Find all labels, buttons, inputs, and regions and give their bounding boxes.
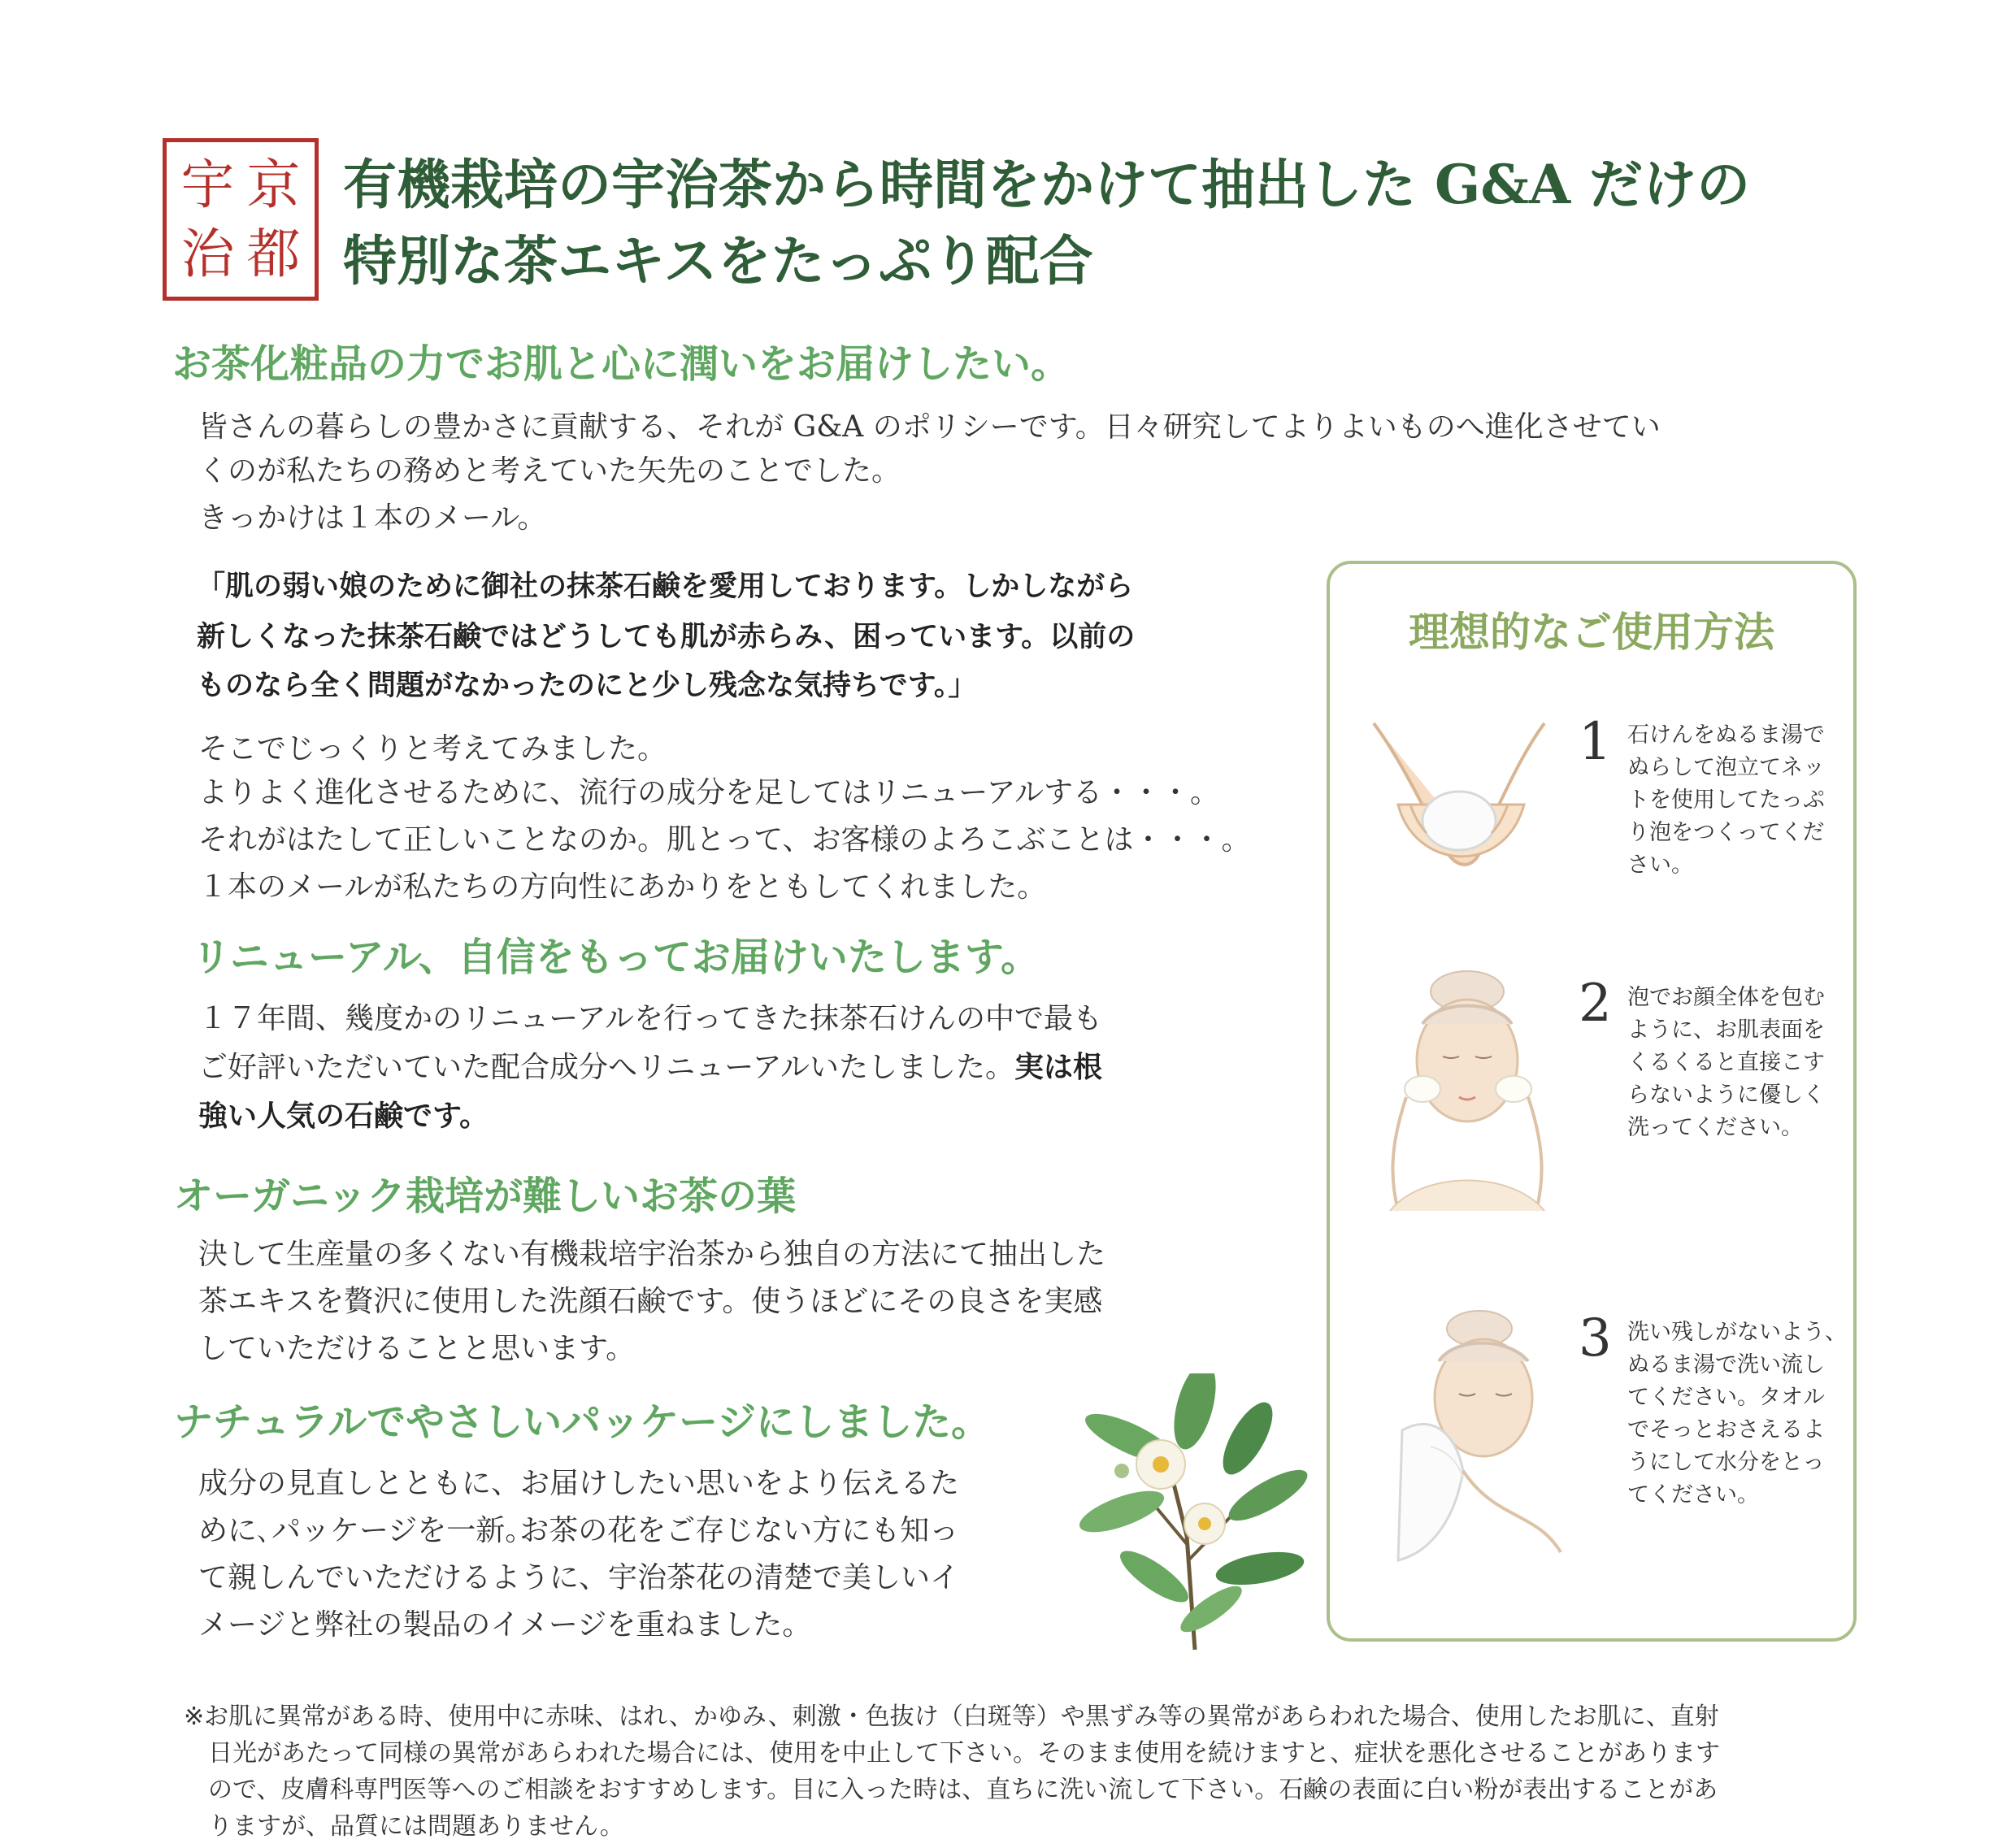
step-line: 石けんをぬるま湯で <box>1627 722 1825 748</box>
body-line: きっかけは１本のメール。 <box>198 501 547 535</box>
step-line: ように、お肌表面を <box>1627 1017 1825 1043</box>
body-line: そこでじっくりと考えてみました。 <box>198 732 667 766</box>
body-line: していただけることと思います。 <box>198 1332 636 1365</box>
section-heading: リニューアル、自信をもってお届けいたします。 <box>192 935 1040 980</box>
section-heading: オーガニック栽培が難しいお茶の葉 <box>174 1173 797 1219</box>
notice-line: 日光があたって同様の異常があらわれた場合には、使用を中止して下さい。そのまま使用を続けますと、症状を悪化させることがあります <box>208 1739 1720 1768</box>
step-1-text <box>1627 719 1825 882</box>
step-number: 2 <box>1579 974 1612 1034</box>
step-line: トを使用してたっぷ <box>1627 787 1825 813</box>
notice-line: ので、皮膚科専門医等へのご相談をおすすめします。目に入った時は、直ちに洗い流して下さい。石鹸の表面に白い粉が表出することがあ <box>208 1776 1718 1804</box>
body-line: くのが私たちの務めと考えていた矢先のことでした。 <box>198 454 901 488</box>
usage-title: 理想的なご使用方法 <box>1409 608 1774 656</box>
body-line: 皆さんの暮らしの豊かさに貢献する、それが G&A のポリシーです。日々研究してよりよいものへ進化させてい <box>198 410 1661 444</box>
body-line <box>198 1042 1102 1094</box>
stamp-char: 治 <box>180 223 235 285</box>
headline-line-1: 有機栽培の宇治茶から時間をかけて抽出した G&A だけの <box>343 153 1751 216</box>
stamp-char: 都 <box>246 223 301 285</box>
body-line: １７年間、幾度かのリニューアルを行ってきた抹茶石けんの中で最も <box>198 1002 1103 1035</box>
step-number: 3 <box>1579 1308 1612 1369</box>
step-line: 泡でお顔全体を包む <box>1627 985 1825 1010</box>
body-line: て親しんでいただけるように、宇治茶花の清楚で美しいイ <box>198 1561 960 1594</box>
notice-line: ※お肌に異常がある時、使用中に赤味、はれ、かゆみ、刺激・色抜け（白斑等）や黒ずみ等の異常があらわれた場合、使用したお肌に、直射 <box>184 1703 1719 1731</box>
body-line: めに､パッケージを一新｡お茶の花をご存じない方にも知っ <box>198 1514 959 1547</box>
woman-towel-illustration <box>1382 1308 1569 1568</box>
body-line: 成分の見直しとともに、お届けしたい思いをより伝えるた <box>198 1467 960 1500</box>
customer-quote-line: ものなら全く問題がなかったのにと少し残念な気持ちです。」 <box>197 670 977 702</box>
step-line: くるくると直接こす <box>1627 1050 1825 1075</box>
notice-line: りますが、品質には問題ありません。 <box>208 1812 624 1841</box>
step-line: てください。タオル <box>1627 1385 1825 1410</box>
step-2-text <box>1627 982 1825 1144</box>
tea-flower-illustration <box>1073 1373 1317 1650</box>
body-line: それがはたして正しいことなのか。肌とって、お客様のよろこぶことは・・・。 <box>198 823 1251 857</box>
step-line: てください。 <box>1627 1482 1759 1507</box>
step-line: さい。 <box>1627 852 1693 878</box>
body-line: よりよく進化させるために、流行の成分を足してはリニューアルする・・・。 <box>198 776 1220 809</box>
customer-quote-line: 「肌の弱い娘のために御社の抹茶石鹸を愛用しております。しかしながら <box>197 570 1134 603</box>
headline-line-2: 特別な茶エキスをたっぷり配合 <box>343 229 1093 293</box>
step-line: うにして水分をとっ <box>1627 1450 1825 1475</box>
step-line: 洗ってください。 <box>1627 1115 1803 1140</box>
step-number: 1 <box>1579 712 1612 772</box>
step-line: ぬるま湯で洗い流し <box>1627 1352 1825 1377</box>
step-line: らないように優しく <box>1627 1082 1825 1108</box>
body-line: １本のメールが私たちの方向性にあかりをともしてくれました。 <box>198 870 1047 904</box>
step-line: でそっとおさえるよ <box>1627 1417 1825 1442</box>
step-line: 洗い残しがないよう、 <box>1627 1320 1847 1345</box>
body-line: 決して生産量の多くない有機栽培宇治茶から独自の方法にて抽出した <box>198 1238 1106 1271</box>
body-line: メージと弊社の製品のイメージを重ねました。 <box>198 1608 812 1642</box>
hands-soap-illustration <box>1366 707 1553 886</box>
emphasis-line: 強い人気の石鹸です。 <box>198 1100 489 1133</box>
customer-quote-line: 新しくなった抹茶石鹸ではどうしても肌が赤らみ、困っています。以前の <box>197 621 1136 653</box>
kyoto-uji-stamp <box>163 138 319 301</box>
step-line: り泡をつくってくだ <box>1627 820 1825 845</box>
body-text: ご好評いただいていた配合成分へリニューアルいたしました。 <box>198 1051 1015 1084</box>
woman-washing-face-illustration <box>1374 967 1561 1219</box>
step-3-text <box>1627 1317 1847 1512</box>
body-line: 茶エキスを贅沢に使用した洗顔石鹸です。使うほどにその良さを実感 <box>198 1285 1103 1318</box>
step-line: ぬらして泡立てネッ <box>1627 755 1825 780</box>
section-heading: お茶化粧品の力でお肌と心に潤いをお届けしたい。 <box>172 341 1071 387</box>
stamp-char: 宇 <box>180 154 235 216</box>
section-heading: ナチュラルでやさしいパッケージにしました。 <box>174 1399 991 1445</box>
stamp-char: 京 <box>246 154 301 216</box>
emphasis-text: 実は根 <box>1014 1051 1103 1084</box>
